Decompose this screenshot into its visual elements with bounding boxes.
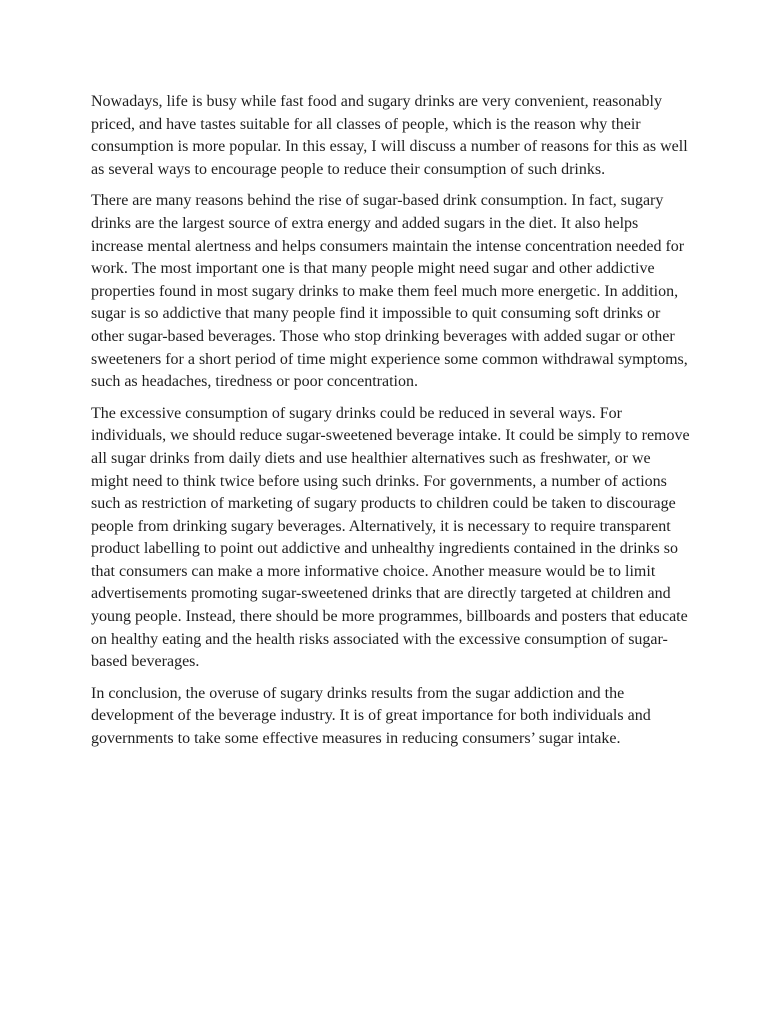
essay-body [91, 91, 691, 760]
paragraph-conclusion: In conclusion, the overuse of sugary drinks results from the sugar addiction and the development of the beverage industry. It is of great importance for both individuals and governments to take some effective measures in reducing consumers’ sugar intake. [91, 684, 651, 748]
paragraph-solutions: The excessive consumption of sugary drinks could be reduced in several ways. For individuals, we should reduce sugar-sweetened beverage intake. It could be simply to remove all sugar drinks from daily diets and use healthier alternatives such as freshwater, or we might need to think twice before using such drinks. For governments, a number of actions such as restriction of marketing of sugary products to children could be taken to discourage people from drinking sugary beverages. Alternatively, it is necessary to require transparent product labelling to point out addictive and unhealthy ingredients contained in the drinks so that consumers can make a more informative choice. Another measure would be to limit advertisements promoting sugar-sweetened drinks that are directly targeted at children and young people. Instead, there should be more programmes, billboards and posters that educate on healthy eating and the health risks associated with the excessive consumption of sugar-based beverages. [91, 404, 690, 671]
paragraph-reasons: There are many reasons behind the rise of sugar-based drink consumption. In fact, sugary drinks are the largest source of extra energy and added sugars in the diet. It also helps increase mental alertness and helps consumers maintain the intense concentration needed for work. The most important one is that many people might need sugar and other addictive properties found in most sugary drinks to make them feel much more energetic. In addition, sugar is so addictive that many people find it impossible to quit consuming soft drinks or other sugar-based beverages. Those who stop drinking beverages with added sugar or other sweeteners for a short period of time might experience some common withdrawal symptoms, such as headaches, tiredness or poor concentration. [91, 192, 688, 391]
paragraph-introduction: Nowadays, life is busy while fast food and sugary drinks are very convenient, reasonably priced, and have tastes suitable for all classes of people, which is the reason why their consumption is more popular. In this essay, I will discuss a number of reasons for this as well as several ways to encourage people to reduce their consumption of such drinks. [91, 93, 688, 178]
